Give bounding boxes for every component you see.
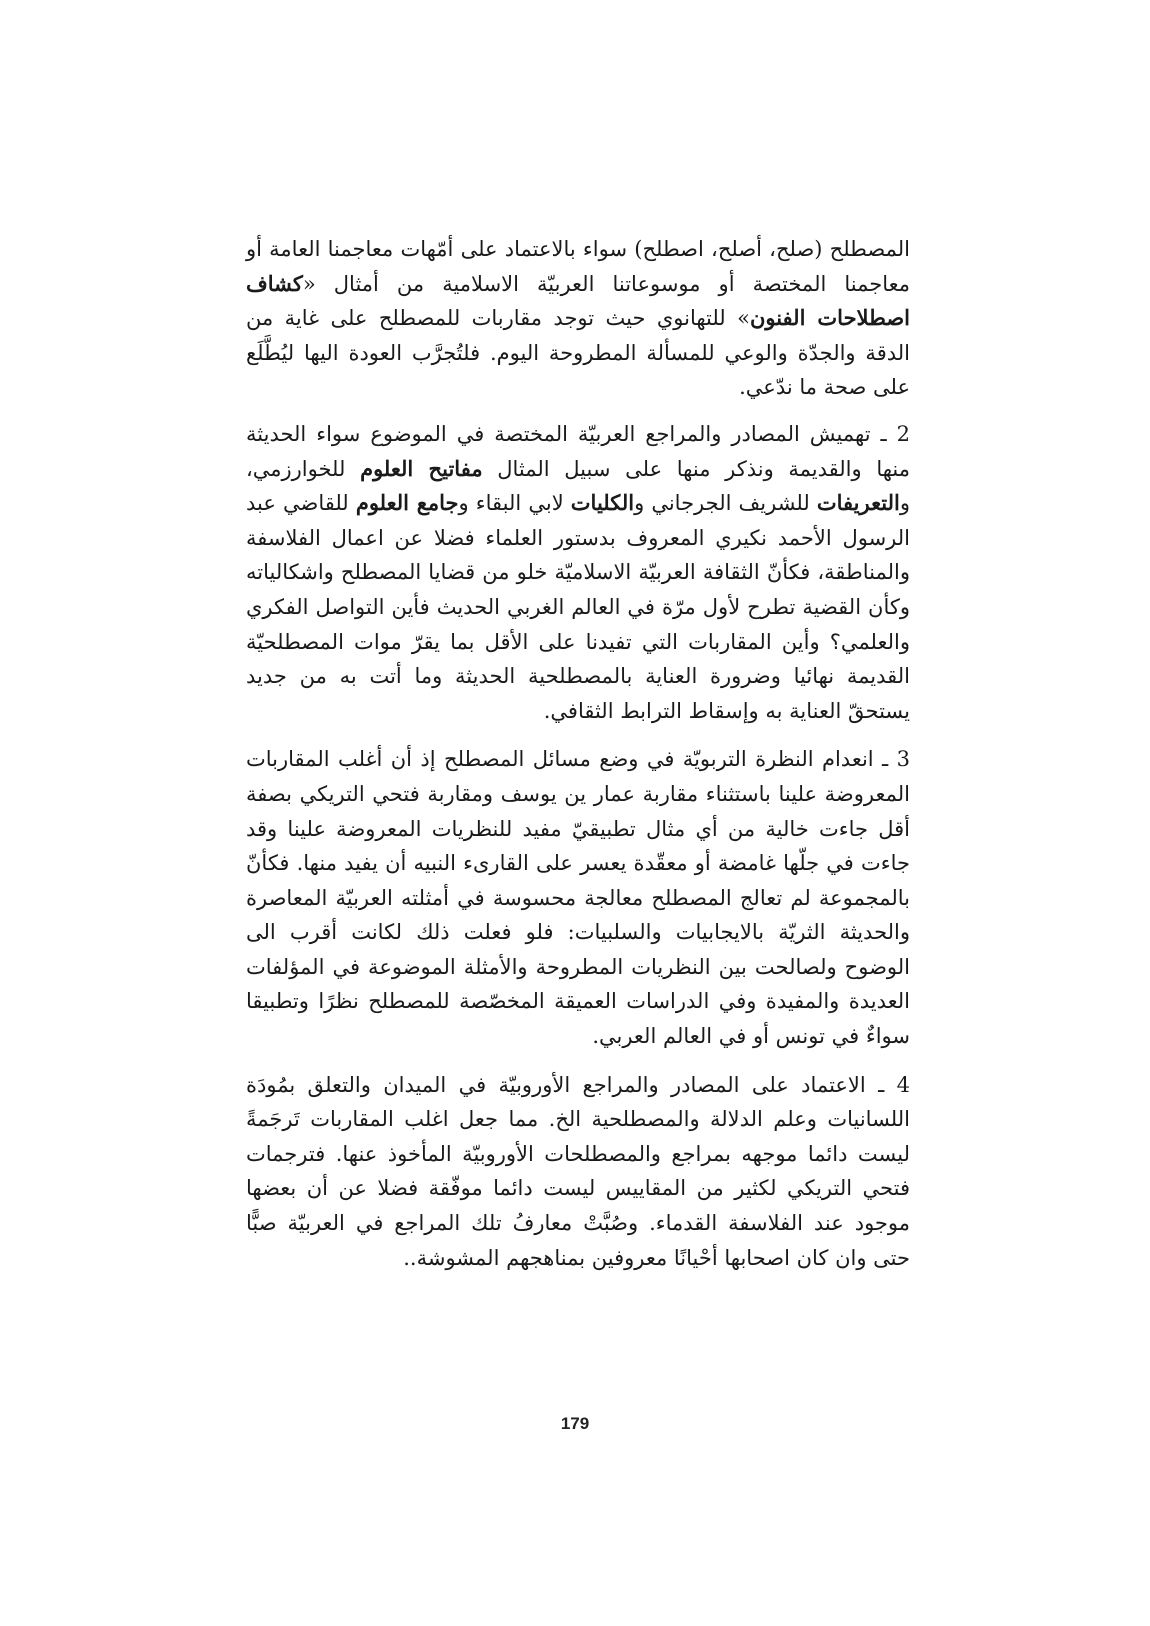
book-title-jami-al-ulum: جامع العلوم [355,490,459,516]
page-body [246,232,910,1289]
paragraph-2-text: للخوارزمي، و [246,456,910,516]
paragraph-1-text: المصطلح (صلح، أصلح، اصطلح) سواء بالاعتماد على أمّهات معاجمنا العامة أو معاجمنا المختصة أو موسوعاتنا العربيّة الاسلامية من أمثال « [246,237,910,296]
paragraph-2-text: ـ تهميش المصادر والمراجع العربيّة المختصة في الموضوع سواء الحديثة منها والقديمة ونذكر منها على سبيل المثال [246,421,910,481]
book-title-kashaf: كشاف اصطلاحات الفنون [246,270,910,331]
paragraph-2-text: لابي البقاء و [458,491,571,516]
page-number: 179 [560,1414,590,1433]
paragraph-2-text: للشريف الجرجاني و [634,491,817,516]
paragraph-1-text-continued: » للتهانوي حيث توجد مقاربات للمصطلح على غاية من الدقة والجدّة والوعي للمسألة المطروحة اليوم. فلتُجرَّب العودة اليها ليُطَّلَع على صحة ما ندّعي. [246,306,910,400]
paragraph-1 [246,232,910,405]
item-number: 2 [896,421,910,446]
book-title-taarifat: التعريفات [816,490,900,516]
paragraph-2 [246,417,910,728]
paragraph-4 [246,1068,910,1276]
paragraph-3-text: ـ انعدام النظرة التربويّة في وضع مسائل المصطلح إذ أن أغلب المقاربات المعروضة علينا باستثناء مقاربة عمار ين يوسف ومقاربة فتحي التريكي بصفة أقل جاءت خالية من أي مثال تطبيقيّ مفيد للنظريات المعروضة علينا وقد جاءت في جلّها غامضة أو معقّدة يعسر على القارىء النبيه أن يفيد منها. فكأنّ بالمجموعة لم تعالج المصطلح معالجة محسوسة في أمثلته العربيّة المعاصرة والحديثة الثريّة بالايجابيات والسلبيات: فلو فعلت ذلك لكانت أقرب الى الوضوح ولصالحت بين النظريات المطروحة والأمثلة الموضوعة في المؤلفات العديدة والمفيدة وفي الدراسات العميقة المخصّصة للمصطلح نظرًا وتطبيقا سواءٌ في تونس أو في العالم العربي. [246,747,910,1049]
item-number: 3 [896,747,910,772]
paragraph-4-text: ـ الاعتماد على المصادر والمراجع الأوروبيّة في الميدان والتعلق بمُودَة اللسانيات وعلم الدلالة والمصطلحية الخ. مما جعل اغلب المقاربات تَرجَمةً ليست دائما موجهه بمراجع والمصطلحات الأوروبيّة المأخوذ عنها. فترجمات فتحي التريكي لكثير من المقاييس ليست دائما موفّقة فضلا عن أن بعضها موجود عند الفلاسفة القدماء. وصُبَّتْ معارفُ تلك المراجع في العربيّة صبًّا حتى وان كان اصحابها أحْيانًا معروفين بمناهجهم المشوشة.. [246,1072,910,1270]
paragraph-3 [246,742,910,1053]
book-title-mafatih: مفاتيح العلوم [360,455,483,481]
item-number: 4 [896,1072,910,1097]
paragraph-2-text: للقاضي عبد الرسول الأحمد نكيري المعروف بدستور العلماء فضلا عن اعمال الفلاسفة والمناطقة، فكأنّ الثقافة العربيّة الاسلاميّة خلو من قضايا المصطلح واشكالياته وكأن القضية تطرح لأول مرّة في العالم الغربي الحديث فأين التواصل الفكري والعلمي؟ وأين المقاربات التي تفيدنا على الأقل بما يقرّ موات المصطلحيّة القديمة نهائيا وضرورة العناية بالمصطلحية الحديثة وما أتت به من جديد يستحقّ العناية به وإسقاط الترابط الثقافي. [246,491,910,723]
book-title-kulliyat: الكليات [570,490,635,516]
